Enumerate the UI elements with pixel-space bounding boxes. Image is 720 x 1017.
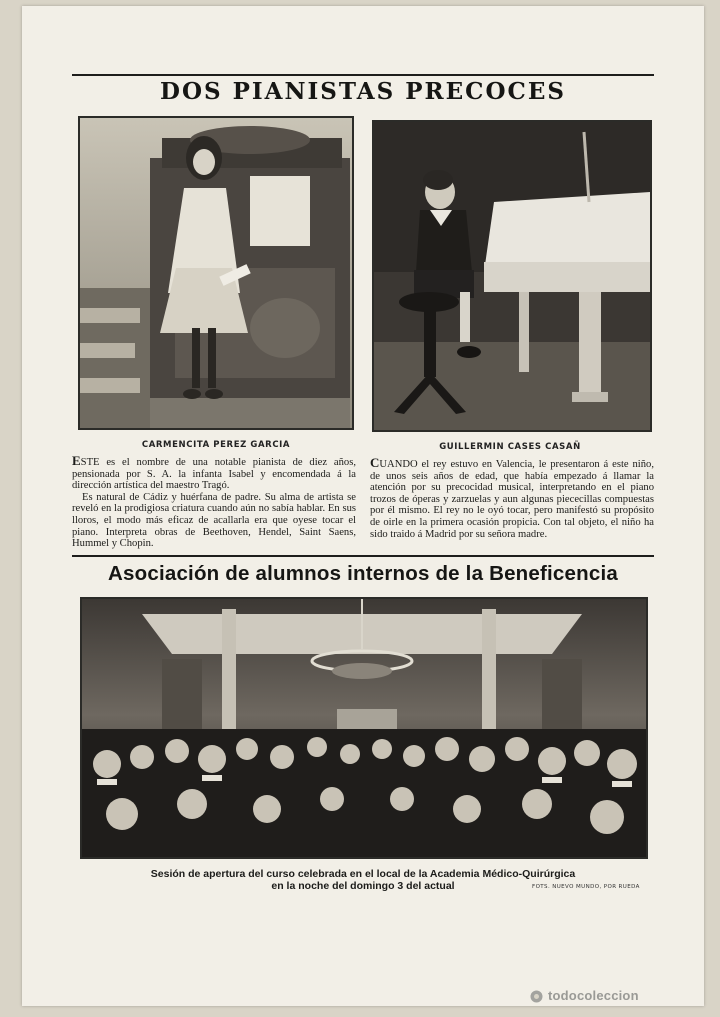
caption-carmencita: CARMENCITA PEREZ GARCIA <box>141 440 291 450</box>
headline-pianistas: DOS PIANISTAS PRECOCES <box>160 78 566 105</box>
dropcap: E <box>72 453 81 468</box>
top-rule <box>72 74 654 76</box>
watermark-logo-icon <box>530 990 543 1003</box>
photo-credit: FOTS. NUEVO MUNDO, POR RUEDA <box>532 884 640 890</box>
paragraph: ESTE es el nombre de una notable pianista de diez años, pensionada por S. A. la infanta Isabel y encomendada á la dirección artística del maestro Tragó. <box>72 453 356 492</box>
headline-beneficencia: Asociación de alumnos internos de la Beneficencia <box>108 562 618 585</box>
text-carmencita <box>72 455 356 550</box>
paragraph: CUANDO el rey estuvo en Valencia, le presentaron á este niño, de unos seis años de edad, que había empezado á llamar la atención por su precocidad musical, interpretando en el piano trozos de óperas y zarzuelas y aun algunas piececillas compuestas por él mismo. El rey no le oyó tocar, pero manifestó su propósito de oirle en la primera ocasión propicia. Con tal objeto, el niño ha sido traido á Madrid por su señora madre. <box>370 455 654 540</box>
text-guillermin <box>370 457 654 540</box>
caption-assembly-line2: en la noche del domingo 3 del actual <box>271 880 455 892</box>
photo-assembly <box>80 597 648 859</box>
caption-guillermin: GUILLERMIN CASES CASAÑ <box>439 442 581 452</box>
middle-rule <box>72 555 654 557</box>
photo-carmencita <box>78 116 354 430</box>
photo-guillermin <box>372 120 652 432</box>
paragraph: Es natural de Cádiz y huérfana de padre. Su alma de artista se reveló en la prodigiosa criatura cuando aún no sabía hablar. En sus lloros, el modo más eficaz de acallarla era que oyese tocar el piano. Interpreta obras de Beethoven, Hendel, Saint Saens, Hummel y Chopin. <box>72 491 356 550</box>
watermark: todocoleccion <box>548 988 639 1003</box>
caption-assembly-line1: Sesión de apertura del curso celebrada en el local de la Academia Médico-Quirúrgica <box>150 868 576 880</box>
dropcap: C <box>370 455 380 470</box>
